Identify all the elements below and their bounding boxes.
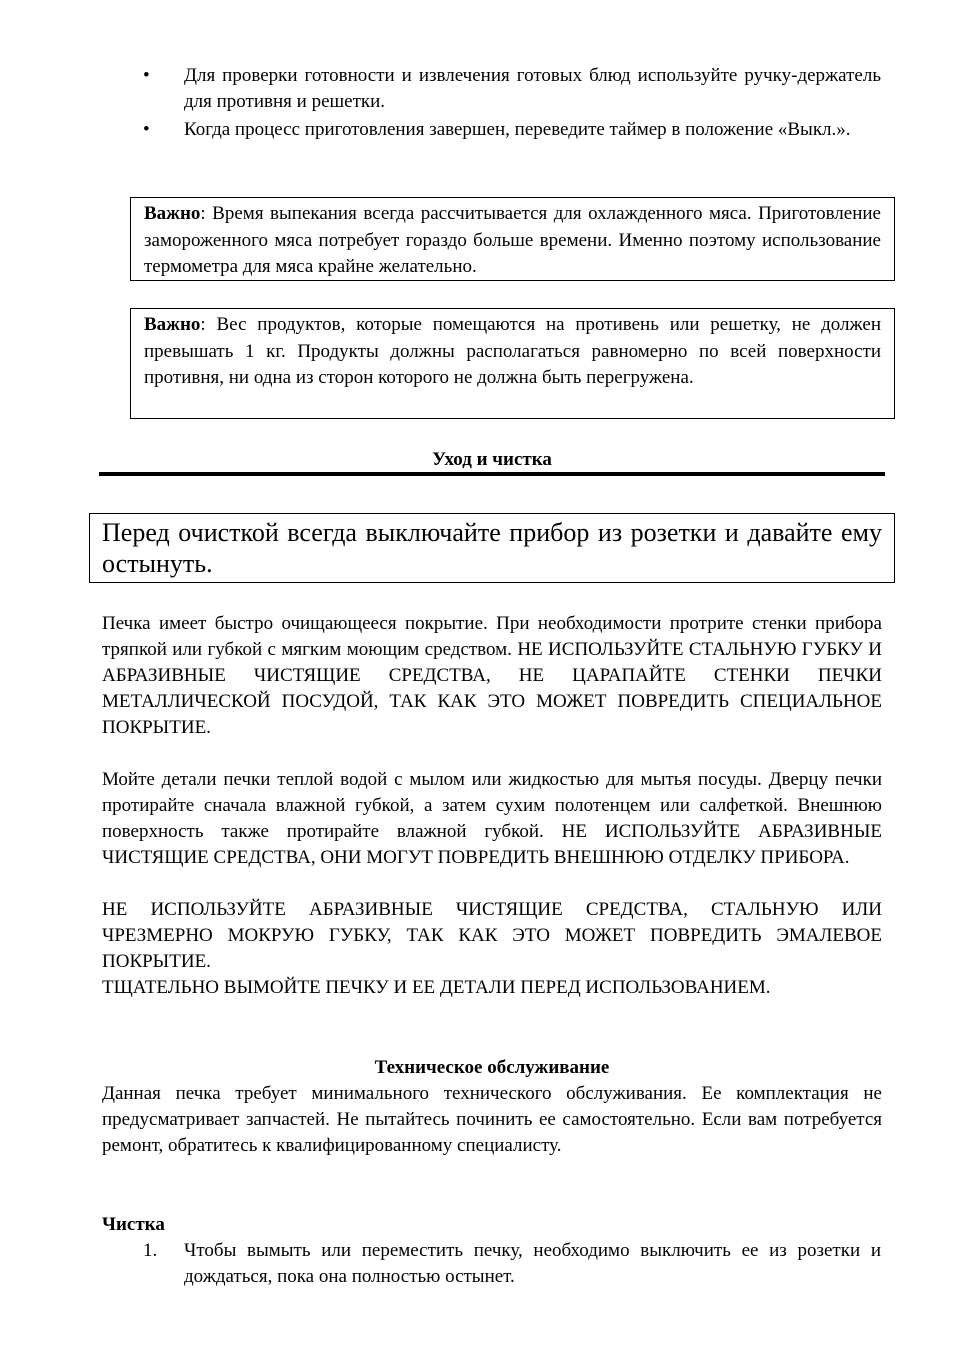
- important-note-box: [130, 308, 895, 419]
- paragraph: НЕ ИСПОЛЬЗУЙТЕ АБРАЗИВНЫЕ ЧИСТЯЩИЕ СРЕДСТВА, СТАЛЬНУЮ ИЛИ ЧРЕЗМЕРНО МОКРУЮ ГУБКУ, ТАК КАК ЭТО МОЖЕТ ПОВРЕДИТЬ ЭМАЛЕВОЕ ПОКРЫТИЕ.: [102, 899, 882, 972]
- section-heading-care: Уход и чистка: [432, 449, 552, 470]
- paragraph: Печка имеет быстро очищающееся покрытие. При необходимости протрите стенки прибора тряпкой или губкой с мягким моющим средством. НЕ ИСПОЛЬЗУЙТЕ СТАЛЬНУЮ ГУБКУ И АБРАЗИВНЫЕ ЧИСТЯЩИЕ СРЕДСТВА, НЕ ЦАРАПАЙТЕ СТЕНКИ ПЕЧКИ МЕТАЛЛИЧЕСКОЙ ПОСУДОЙ, ТАК КАК ЭТО МОЖЕТ ПОВРЕДИТЬ СПЕЦИАЛЬНОЕ ПОКРЫТИЕ.: [102, 613, 882, 738]
- note-body: : Вес продуктов, которые помещаются на противень или решетку, не должен превышать 1 кг. Продукты должны располагаться равномерно по всей поверхности противня, ни одна из сторон которого не должна быть перегружена.: [144, 314, 881, 388]
- note-text: [144, 201, 881, 281]
- list-number: 1.: [143, 1240, 158, 1261]
- note-label: Важно: [144, 203, 201, 224]
- section-heading-maintenance: Техническое обслуживание: [374, 1057, 610, 1078]
- important-note-box: [130, 197, 895, 281]
- bullet-icon: •: [143, 65, 150, 86]
- list-item: [143, 63, 881, 115]
- list-item: [143, 1238, 881, 1290]
- section-divider: [99, 472, 885, 476]
- note-label: Важно: [144, 314, 201, 335]
- bullet-list: [143, 63, 881, 145]
- warning-box: [89, 513, 895, 583]
- bullet-icon: •: [143, 119, 150, 140]
- paragraph: Данная печка требует минимального технического обслуживания. Ее комплектация не предусматривает запчастей. Не пытайтесь починить ее самостоятельно. Если вам потребуется ремонт, обратитесь к квалифицированному специалисту.: [102, 1083, 882, 1156]
- list-item: [143, 117, 881, 143]
- note-text: [144, 312, 881, 392]
- numbered-list: [143, 1238, 881, 1290]
- paragraph: Мойте детали печки теплой водой с мылом или жидкостью для мытья посуды. Дверцу печки протирайте сначала влажной губкой, а затем сухим полотенцем или салфеткой. Внешнюю поверхность также протирайте влажной губкой. НЕ ИСПОЛЬЗУЙТЕ АБРАЗИВНЫЕ ЧИСТЯЩИЕ СРЕДСТВА, ОНИ МОГУТ ПОВРЕДИТЬ ВНЕШНЮЮ ОТДЕЛКУ ПРИБОРА.: [102, 769, 882, 868]
- list-item-text: Чтобы вымыть или переместить печку, необходимо выключить ее из розетки и дождаться, пока она полностью остынет.: [184, 1240, 881, 1287]
- paragraph: ТЩАТЕЛЬНО ВЫМОЙТЕ ПЕЧКУ И ЕЕ ДЕТАЛИ ПЕРЕД ИСПОЛЬЗОВАНИЕМ.: [102, 977, 771, 998]
- list-item-text: Когда процесс приготовления завершен, переведите таймер в положение «Выкл.».: [184, 119, 851, 140]
- warning-text: Перед очисткой всегда выключайте прибор из розетки и давайте ему остынуть.: [102, 518, 882, 578]
- subsection-label-cleaning: Чистка: [102, 1214, 165, 1235]
- list-item-text: Для проверки готовности и извлечения готовых блюд используйте ручку-держатель для противня и решетки.: [184, 65, 881, 112]
- note-body: : Время выпекания всегда рассчитывается для охлажденного мяса. Приготовление замороженного мяса потребует гораздо больше времени. Именно поэтому использование термометра для мяса крайне желательно.: [144, 203, 881, 277]
